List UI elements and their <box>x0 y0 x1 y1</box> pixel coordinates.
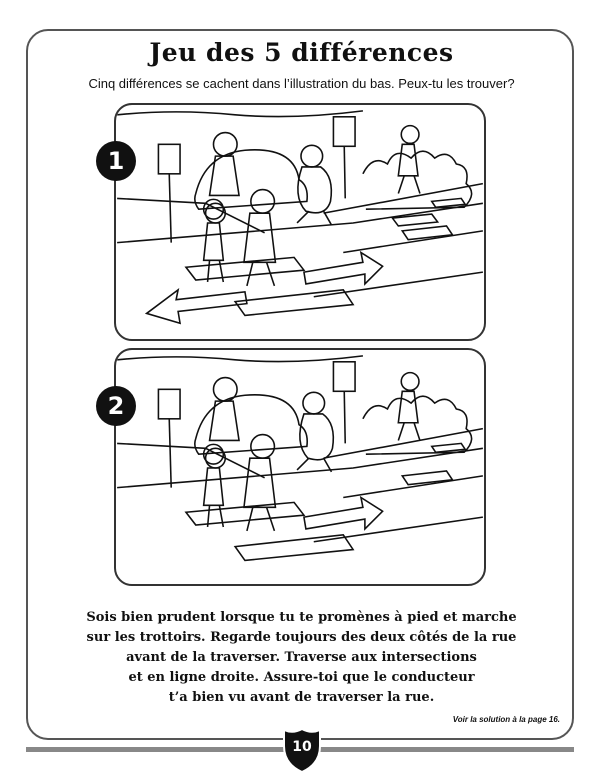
page-number: 10 <box>292 739 312 755</box>
advice-line: Sois bien prudent lorsque tu te promènes à pied et marche <box>86 610 517 625</box>
page-number-shield <box>280 726 324 774</box>
illustration-panel-2 <box>114 348 486 586</box>
illustration-panel-1 <box>114 103 486 341</box>
page-subtitle: Cinq différences se cachent dans l’illustration du bas. Peux-tu les trouver? <box>88 76 515 91</box>
safety-advice <box>60 608 543 708</box>
panel-number-badge-2: 2 <box>96 386 136 426</box>
page-title: Jeu des 5 différences <box>149 38 454 67</box>
street-scene-drawing-2 <box>116 350 484 584</box>
advice-line: t’a bien vu avant de traverser la rue. <box>168 690 435 705</box>
solution-note: Voir la solution à la page 16. <box>452 715 560 724</box>
advice-line: et en ligne droite. Assure-toi que le conducteur <box>128 670 475 685</box>
advice-line: sur les trottoirs. Regarde toujours des deux côtés de la rue <box>86 630 517 645</box>
advice-line: avant de la traverser. Traverse aux intersections <box>126 650 477 665</box>
panel-number-badge-1: 1 <box>96 141 136 181</box>
street-scene-drawing-1 <box>116 105 484 339</box>
